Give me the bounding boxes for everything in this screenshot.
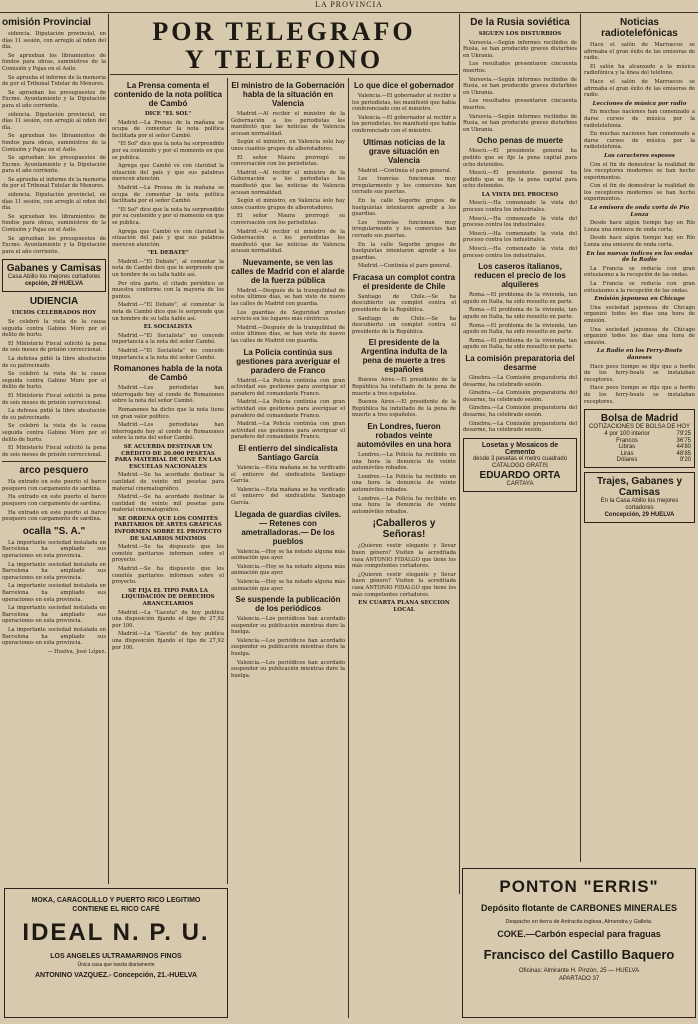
paragraph: Madrid.—Continúa el paro general. bbox=[358, 263, 452, 270]
paragraph: Hace poco tiempo se dijo que a bordo de los ferry-boats se instalaban receptores. bbox=[584, 363, 695, 383]
paragraph: Ginebra.—La Comisión preparatoria del desarme, ha celebrado sesión. bbox=[463, 405, 577, 418]
paragraph: Ha entrado en este puerto el barco pesquero con cargamento de sardina. bbox=[2, 509, 106, 523]
paragraph: Se aprueba el informe de la memoria de por el Tribunal Tutelar de Menores. bbox=[2, 74, 106, 88]
ad-name: EDUARDO ORTA bbox=[479, 469, 561, 481]
paragraph: Madrid.—La Prensa de la mañana se ocupa de comentar la nota política facilitada por el señor Cambó. bbox=[112, 119, 224, 139]
ad-subtitle: Casa Abillo los mejores cortadores bbox=[7, 274, 101, 281]
paragraph: En muchas naciones han comenzado a darse cursos de música por la radiotelefonía. bbox=[584, 109, 695, 129]
paragraph: El señor Maura prorrogó su conversación con los periodistas. bbox=[231, 213, 345, 226]
paragraph: Roma.—El problema de la vivienda, tan agudo en Italia, ha sido resuelto en parte. bbox=[463, 292, 577, 305]
paragraph: Por otra parte, el citado periódico se muestra conforme con la mayoría de los puntos. bbox=[112, 280, 224, 300]
ad-name: Francisco del Castillo Baquero bbox=[483, 947, 675, 962]
ad-city: CARTAYA bbox=[506, 480, 534, 487]
paragraph: Varsovia.—Según informes recibidos de Rusia, se han producido graves disturbios en Ukrania. bbox=[463, 113, 577, 133]
paragraph: Madrid.—Los periodistas han interrogado hoy al conde de Romanones sobre la nota del señor Cambó. bbox=[112, 422, 224, 442]
paragraph: Según el ministro, en Valencia solo hay unos cuantos grupos de alborotadores. bbox=[231, 139, 345, 152]
paragraph: Moscú.—Ha comenzado la vista del proceso contra los industriales. bbox=[463, 215, 577, 229]
paragraph: La Francia se reducía con gran entusiasmo a la recepción de las ondas. bbox=[584, 265, 695, 279]
paragraph: Valencia.—Hoy se ha notado alguna más animación que ayer. bbox=[231, 548, 345, 562]
ad-catalog: CATALOGO GRATIS bbox=[491, 462, 548, 469]
paragraph: Buenos Aires.—El presidente de la República ha indultado de la pena de muerte a tres españoles. bbox=[352, 377, 456, 397]
ad-title: PONTON "ERRIS" bbox=[499, 877, 659, 896]
paragraph: Se aprueban los presupuestos de Excmo. Ayuntamiento y la Diputación para el año corriente. bbox=[2, 89, 106, 109]
paragraph: Se aprueba el informe de la memoria de por el Tribunal Tutelar de Menores. bbox=[2, 176, 106, 190]
subheadline: Los caracteres esposos bbox=[604, 152, 675, 159]
paragraph: La defensa pidió la libre absolución de su patrocinado. bbox=[2, 355, 106, 369]
headline: UDIENCIA bbox=[29, 296, 79, 308]
paragraph: Valencia.—Esta mañana se ha verificado el entierro del sindicalista Santiago García. bbox=[231, 486, 345, 506]
paragraph: Valencia.—El gobernador al recibir a los periodistas, les manifestó que había conferenciado con el ministro. bbox=[352, 93, 456, 113]
table-row bbox=[588, 438, 691, 445]
paragraph: Los resultados presentaron cincuenta muertos. bbox=[463, 61, 577, 74]
source-label: SIGUEN LOS DISTURBIOS bbox=[478, 31, 562, 37]
paragraph: El Ministerio Fiscal solicitó la pena de seis meses de prisión correccional. bbox=[2, 445, 106, 458]
row-value: 36'75 bbox=[676, 437, 691, 444]
paragraph: Romanones ha dicho que la nota tiene un gran valor político. bbox=[112, 406, 224, 420]
paragraph: Londres.—La Policía ha recibido en una hora la denuncia de veinte automóviles robados. bbox=[352, 473, 456, 493]
paragraph: Madrid.—La "Gaceta" de hoy publica una disposición fijando el tipo de 27,92 por 100. bbox=[112, 609, 224, 629]
source-label: LA VISTA DEL PROCESO bbox=[481, 191, 559, 198]
paragraph: Los resultados presentaron cincuenta muertos. bbox=[463, 98, 577, 111]
paragraph: Madrid.—Al recibir el ministro de la Gobernación a los periodistas les manifestó que las noticias de Valencia acusan normalidad. bbox=[231, 169, 345, 196]
headline: Se suspende la publicación de los periódicos bbox=[235, 595, 341, 614]
paragraph: El señor Maura prorrogó su conversación con los periodistas. bbox=[231, 154, 345, 168]
paragraph: Ginebra.—La Comisión preparatoria del desarme, ha celebrado sesión. bbox=[463, 374, 577, 388]
paragraph: Se aprueban los presupuestos de Excmo. Ayuntamiento y la Diputación para el año corriente. bbox=[2, 235, 106, 255]
paragraph: Los tranvías funcionan muy irregularmente y los comercios han cerrado sus puertas. bbox=[352, 219, 456, 239]
paragraph: Los guardias de Seguridad prestan servicio en los lugares más céntricos. bbox=[231, 309, 345, 323]
ad-title: Losetas y Mosaicos de Cemento bbox=[481, 441, 559, 456]
paragraph: Agrega que Cambó ve con claridad la situación del país y que sus palabras merecen atención. bbox=[112, 228, 224, 248]
source-label: EL SOCIALISTA bbox=[143, 324, 193, 331]
banner-line-1: POR TELEGRAFO bbox=[152, 17, 416, 46]
section-banner bbox=[110, 14, 458, 75]
paragraph: Madrid.—Se ha dispuesto que los comités paritarios informen sobre el proyecto. bbox=[112, 544, 224, 564]
row-label: 4 por 100 interior bbox=[604, 431, 650, 438]
headline: El presidente de la Argentina indulta de la pena de muerte a tres españoles bbox=[360, 338, 448, 375]
paragraph: Ha entrado en este puerto el barco pesquero con cargamento de sardina. bbox=[2, 494, 106, 508]
paragraph: Valencia.—Hoy se ha notado alguna más animación que ayer. bbox=[231, 578, 345, 592]
paragraph: En la calle Segorbe grupos de huelguistas intentaron agredir a los guardias. bbox=[352, 197, 456, 218]
notice: SE ORDENA QUE LOS COMITÉS PARITARIOS DE ARTES GRÁFICAS INFORMEN SOBRE EL PROYECTO DE SALARIOS MÍNIMOS bbox=[114, 515, 222, 542]
row-label: Liras bbox=[620, 450, 634, 457]
paragraph: Madrid.—"El Debate", al comentar la nota de Cambó dice que le sorprende que un hombre de su talla hable así. bbox=[112, 302, 224, 322]
headline: Lo que dice el gobernador bbox=[353, 81, 454, 90]
row-value: 48'85 bbox=[676, 450, 691, 457]
paragraph: Valencia.—Los periódicos han acordado suspender su publicación mientras dure la huelga. bbox=[231, 616, 345, 636]
ad-subtitle: desde 3 pesetas el metro cuadrado bbox=[472, 455, 568, 462]
ad-line: COKE.—Carbón especial para fraguas bbox=[497, 929, 661, 939]
paragraph: Ha entrado en este puerto el barco pesquero con cargamento de sardina. bbox=[2, 479, 106, 492]
ad-brand: IDEAL N. P. U. bbox=[22, 919, 210, 946]
paragraph: Según el ministro, en Valencia solo hay unos cuantos grupos de alborotadores. bbox=[231, 198, 345, 211]
paragraph: La defensa pidió la libre absolución de su patrocinado. bbox=[2, 408, 106, 421]
paragraph: Madrid.—Se ha acordado destinar la cantidad de veinte mil pesetas para material cinematográfico. bbox=[112, 494, 224, 514]
source-label: DICE "EL SOL" bbox=[144, 111, 192, 117]
subheadline: La emisora de onda corta de Pío Lonza bbox=[589, 205, 690, 218]
ad-ideal-npu bbox=[4, 888, 228, 1018]
masthead: LA PROVINCIA bbox=[0, 0, 698, 13]
headline: omisión Provincial bbox=[2, 17, 91, 28]
section-footer: EN CUARTA PLANA SECCION LOCAL bbox=[358, 600, 450, 613]
paragraph: Moscú.—El presidente general ha pedido que se fije la pena capital para ocho detenidos. bbox=[463, 148, 577, 168]
paragraph: ¿Quieren vestir elegante y llevar buen género? Visiten la acreditada casa ANTONIO FIDALGO que tiene los más competentes cortadores. bbox=[352, 571, 456, 598]
paragraph: La Francia se reducía con gran entusiasmo a la recepción de las ondas. bbox=[584, 281, 695, 294]
paragraph: Roma.—El problema de la vivienda, tan agudo en Italia, ha sido resuelto en parte. bbox=[463, 337, 577, 351]
notice: SE ACUERDA DESTINAR UN CRÉDITO DE 20.000 PESETAS PARA MATERIAL DE CINE EN LAS ESCUELAS NACIONALES bbox=[114, 443, 222, 470]
paragraph: El Ministerio Fiscal solicitó la pena de seis meses de prisión correccional. bbox=[2, 392, 106, 406]
ad-line: LOS ANGELES ULTRAMARINOS FINOS bbox=[50, 953, 182, 960]
ad-line: APARTADO 37 bbox=[558, 976, 600, 982]
paragraph: sidencia. Diputación provincial, en días 11 sesión, con arreglo al nden del día. bbox=[2, 31, 106, 51]
ad-line: Despacho en tierra de Antracita inglesa, Almendra y Galleta. bbox=[505, 919, 653, 925]
ad-address: cepción, 29 HUELVA bbox=[24, 281, 84, 288]
ad-line: CONTIENE EL RICO CAFÉ bbox=[72, 906, 160, 913]
headline: La Policía continúa sus gestiones para averiguar el paradero de Franco bbox=[236, 347, 340, 375]
paragraph: Hace el salón de Marruecos se afirmaba el gran éxito de las emisoras de radio. bbox=[584, 78, 695, 99]
paragraph: La importante sociedad instalada en Barcelona ha ampliado sus operaciones en esta provincia. bbox=[2, 583, 106, 603]
signature: — Huelva, José López. bbox=[47, 648, 106, 655]
bolsa-box bbox=[584, 409, 695, 468]
ad-losetas bbox=[463, 438, 577, 492]
paragraph: Madrid.—Los periodistas han interrogado hoy al conde de Romanones sobre la nota del señor Cambó. bbox=[112, 385, 224, 405]
paragraph: Moscú.—El presidente general ha pedido que se fije la pena capital para ocho detenidos. bbox=[463, 170, 577, 190]
headline: De la Rusia soviética bbox=[470, 17, 570, 28]
paragraph: En la calle Segorbe grupos de huelguistas intentaron agredir a los guardias. bbox=[352, 241, 456, 261]
paragraph: Se celebró la vista de la causa seguida contra Gabino Moro por el delito de hurto. bbox=[2, 319, 106, 339]
paragraph: Se celebró la vista de la causa seguida contra Gabino Moro por el delito de hurto. bbox=[2, 423, 106, 443]
column-4 bbox=[352, 78, 456, 958]
paragraph: "El Sol" dice que la nota ha sorprendido por su contenido y por el momento en que se publica. bbox=[112, 141, 224, 161]
paragraph: El salón ha alcanzado a la música radiofónica y la línea del teléfono. bbox=[584, 63, 695, 77]
paragraph: Londres.—La Policía ha recibido en una hora la denuncia de veinte automóviles robados. bbox=[352, 452, 456, 472]
paragraph: ¿Quieren vestir elegante y llevar buen género? Visiten la acreditada casa ANTONIO FIDALGO que tiene los más competentes cortadores. bbox=[352, 543, 456, 570]
ad-address: Concepción, 29 HUELVA bbox=[604, 512, 675, 519]
paragraph: Madrid.—"El Debate", al comentar la nota de Cambó dice que le sorprende que un hombre de su talla hable así. bbox=[112, 258, 224, 279]
headline: Llegada de guardias civiles.— Retenes con ametralladoras.— De los pueblos bbox=[234, 509, 342, 546]
paragraph: La importante sociedad instalada en Barcelona ha ampliado sus operaciones en esta provincia. bbox=[2, 561, 106, 581]
ad-line: ANTONINO VAZQUEZ.- Concepción, 21.-HUELVA bbox=[34, 972, 198, 979]
bolsa-table bbox=[588, 431, 691, 464]
paragraph: Moscú.—Ha comenzado la vista del proceso contra los industriales. bbox=[463, 230, 577, 244]
paragraph: Madrid.—Se ha dispuesto que los comités paritarios informen sobre el proyecto. bbox=[112, 566, 224, 586]
headline: El ministro de la Gobernación habla de la situación en Valencia bbox=[231, 81, 345, 108]
paragraph: sidencia. Diputación provincial, en días 11 sesión, con arreglo al nden del día. bbox=[2, 192, 106, 212]
column-5 bbox=[463, 14, 577, 862]
paragraph: Varsovia.—Según informes recibidos de Rusia, se han producido graves disturbios en Ukrania. bbox=[463, 76, 577, 96]
paragraph: Buenos Aires.—El presidente de la República ha indultado de la pena de muerte a tres españoles. bbox=[352, 399, 456, 419]
paragraph: Madrid.—La Policía continúa con gran actividad sus gestiones para averiguar el paradero del comandante Franco. bbox=[231, 399, 345, 419]
paragraph: Hace el salón de Marruecos se afirmaba el gran éxito de las emisoras de radio. bbox=[584, 42, 695, 62]
ad-trajes bbox=[584, 472, 695, 523]
paragraph: Ginebra.—La Comisión preparatoria del desarme, ha celebrado sesión. bbox=[463, 390, 577, 403]
column-6 bbox=[584, 14, 695, 862]
headline: La Prensa comenta el contenido de la nota política de Cambó bbox=[113, 81, 222, 108]
row-value: 79'25 bbox=[676, 431, 691, 438]
paragraph: En muchas naciones han comenzado a darse cursos de música por la radiotelefonía. bbox=[584, 131, 695, 151]
paragraph: Moscú.—Ha comenzado la vista del proceso contra los industriales. bbox=[463, 200, 577, 214]
subheadline: En las nuevas índices en las ondas de la Radio bbox=[586, 250, 693, 264]
ad-line: Depósito flotante de CARBONES MINERALES bbox=[480, 903, 677, 913]
table-row bbox=[588, 431, 691, 438]
column-1 bbox=[2, 14, 106, 884]
ad-line: MOKA, CARACOLILLO Y PUERTO RICO LEGITIMO bbox=[31, 897, 201, 904]
paragraph: Madrid.—Se ha acordado destinar la cantidad de veinte mil pesetas para material cinematográfico. bbox=[112, 472, 224, 492]
subheadline: La Radio en los Ferry-Boats daneses bbox=[596, 348, 683, 361]
table-row bbox=[588, 451, 691, 458]
paragraph: Se aprueban los libramientos de fondos para obras, suministros de la Comisión y Pajas en el Asilo. bbox=[2, 213, 106, 234]
paragraph: Santiago de Chile.—Se ha descubierto un complot contra el presidente de la República. bbox=[352, 293, 456, 314]
paragraph: Desde hace algún tiempo hay en Río Lonza una emisora de onda corta. bbox=[584, 220, 695, 233]
row-label: Libras bbox=[618, 444, 636, 451]
bolsa-subtitle: COTIZACIONES DE BOLSA DE HOY bbox=[588, 424, 691, 431]
banner-line-2: Y TELEFONO bbox=[184, 45, 384, 74]
column-2 bbox=[112, 78, 224, 884]
paragraph: Madrid.—Después de la tranquilidad de estos últimos días, se han visto de nuevo las calles de Madrid con guardia. bbox=[231, 324, 345, 345]
row-value: 44'80 bbox=[676, 444, 691, 451]
ad-camisas bbox=[2, 259, 106, 292]
ad-ponton-erris bbox=[462, 868, 696, 1018]
paragraph: Madrid.—La Policía continúa con gran actividad sus gestiones para averiguar el paradero del comandante Franco. bbox=[231, 421, 345, 441]
notice: SE FIJA EL TIPO PARA LA LIQUIDACIÓN DE DERECHOS ARANCELARIOS bbox=[121, 587, 215, 607]
ad-title: Trajes, Gabanes y Camisas bbox=[596, 476, 683, 499]
paragraph: Valencia.—Esta mañana se ha verificado el entierro del sindicalista Santiago García. bbox=[231, 464, 345, 485]
table-row bbox=[588, 457, 691, 464]
headline: En Londres, fueron robados veinte automóviles en una hora bbox=[356, 422, 452, 449]
paragraph: Ginebra.—La Comisión preparatoria del desarme, ha celebrado sesión. bbox=[463, 420, 577, 434]
paragraph: Valencia.—Los periódicos han acordado suspender su publicación mientras dure la huelga. bbox=[231, 637, 345, 658]
headline: Romanones habla de la nota de Cambó bbox=[113, 364, 223, 383]
paragraph: Madrid.—"El Socialista" no concede importancia a la nota del señor Cambó. bbox=[112, 348, 224, 361]
row-label: Francos bbox=[616, 437, 638, 444]
paragraph: Madrid.—Continúa el paro general. bbox=[358, 167, 452, 174]
headline: Fracasa un complot contra el presidente de Chile bbox=[352, 272, 456, 291]
headline: Nuevamente, se ven las calles de Madrid con el alarde de la fuerza pública bbox=[231, 257, 345, 285]
paragraph: Una sociedad japonesa de Chicago organizó todos los días una hora de emisión. bbox=[584, 326, 695, 346]
paragraph: Madrid.—Al recibir el ministro de la Gobernación a los periodistas les manifestó que las noticias de Valencia acusan normalidad. bbox=[231, 228, 345, 255]
subheadline: Emisión japonesa en Chicago bbox=[594, 296, 685, 303]
paragraph: sidencia. Diputación provincial, en días 11 sesión, con arreglo al nden del día. bbox=[2, 111, 106, 131]
row-value: 9'20 bbox=[679, 457, 691, 464]
paragraph: Agrega que Cambó ve con claridad la situación del país y que sus palabras merecen atención. bbox=[112, 163, 224, 183]
paragraph: Roma.—El problema de la vivienda, tan agudo en Italia, ha sido resuelto en parte. bbox=[463, 322, 577, 336]
paragraph: Madrid.—Al recibir el ministro de la Gobernación a los periodistas les manifestó que las noticias de Valencia acusan normalidad. bbox=[231, 111, 345, 137]
headline: Noticias radiotelefónicas bbox=[601, 17, 678, 39]
ad-title: Gabanes y Camisas bbox=[6, 263, 102, 275]
bolsa-title: Bolsa de Madrid bbox=[600, 413, 679, 425]
headline: El entierro del sindicalista Santiago García bbox=[238, 443, 338, 462]
subheadline: UICIOS CELEBRADOS HOY bbox=[11, 310, 97, 317]
paragraph: Londres.—La Policía ha recibido en una hora la denuncia de veinte automóviles robados. bbox=[352, 495, 456, 515]
paragraph: Valencia.—Hoy se ha notado alguna más animación que ayer. bbox=[231, 563, 345, 577]
paragraph: El Ministerio Fiscal solicitó la pena de seis meses de prisión correccional. bbox=[2, 340, 106, 354]
headline: ocalla "S. A." bbox=[22, 525, 86, 537]
paragraph: Moscú.—Ha comenzado la vista del proceso contra los industriales. bbox=[463, 246, 577, 259]
paragraph: La importante sociedad instalada en Barcelona ha ampliado sus operaciones en esta provincia. bbox=[2, 626, 106, 647]
paragraph: Valencia.—Los periódicos han acordado suspender su publicación mientras dure la huelga. bbox=[231, 659, 345, 679]
paragraph: Madrid.—Después de la tranquilidad de estos últimos días, se han visto de nuevo las calles de Madrid con guardia. bbox=[231, 287, 345, 308]
paragraph: Hace poco tiempo se dijo que a bordo de los ferry-boats se instalaban receptores. bbox=[584, 385, 695, 405]
headline: arco pesquero bbox=[19, 465, 89, 477]
paragraph: Madrid.—La "Gaceta" de hoy publica una disposición fijando el tipo de 27,92 por 100. bbox=[112, 631, 224, 651]
ad-subtitle: En la Casa Abillo los mejores cortadores bbox=[600, 498, 679, 512]
subheadline: Lecciones de música por radio bbox=[592, 100, 687, 107]
paragraph: La importante sociedad instalada en Barcelona ha ampliado sus operaciones en esta provincia. bbox=[2, 539, 106, 560]
row-label: Dólares bbox=[616, 457, 638, 464]
headline: ¡Caballeros y Señoras! bbox=[372, 518, 436, 541]
paragraph: Valencia.—El gobernador al recibir a los periodistas, les manifestó que había conferenciado con el ministro. bbox=[352, 114, 456, 134]
paragraph: Una sociedad japonesa de Chicago organizó todos los días una hora de emisión. bbox=[584, 304, 695, 324]
paragraph: Varsovia.—Según informes recibidos de Rusia, se han producido graves disturbios en Ukrania. bbox=[463, 39, 577, 59]
paragraph: Madrid.—La Policía continúa con gran actividad sus gestiones para averiguar el paradero del comandante Franco. bbox=[231, 377, 345, 397]
paragraph: Roma.—El problema de la vivienda, tan agudo en Italia, ha sido resuelto en parte. bbox=[463, 307, 577, 320]
headline: La comisión preparatoria del desarme bbox=[465, 353, 575, 372]
paragraph: Con el fin de demostrar la realidad de los receptores modernos se han hecho experimentos. bbox=[584, 161, 695, 181]
paragraph: "El Sol" dice que la nota ha sorprendido por su contenido y por el momento en que se publica. bbox=[112, 206, 224, 226]
headline: Ocho penas de muerte bbox=[476, 136, 564, 146]
source-label: "EL DEBATE" bbox=[147, 250, 189, 257]
paragraph: Desde hace algún tiempo hay en Río Lonza una emisora de onda corta. bbox=[584, 235, 695, 249]
column-3 bbox=[231, 78, 345, 1018]
headline: Ultimas noticias de la grave situación en Valencia bbox=[363, 137, 445, 165]
paragraph: Se aprueban los libramientos de fondos para obras, suministros de la Comisión y Pajas en el Asilo. bbox=[2, 133, 106, 153]
paragraph: Se aprueban los libramientos de fondos para obras, suministros de la Comisión y Pajas en el Asilo. bbox=[2, 52, 106, 72]
ad-line: Oficinas: Almirante H. Pinzón, 25 — HUELVA bbox=[518, 968, 640, 974]
paragraph: Madrid.—La Prensa de la mañana se ocupa de comentar la nota política facilitada por el señor Cambó. bbox=[112, 184, 224, 205]
paragraph: Se celebró la vista de la causa seguida contra Gabino Moro por el delito de hurto. bbox=[2, 371, 106, 391]
paragraph: Santiago de Chile.—Se ha descubierto un complot contra el presidente de la República. bbox=[352, 315, 456, 335]
paragraph: La importante sociedad instalada en Barcelona ha ampliado sus operaciones en esta provincia. bbox=[2, 605, 106, 625]
paragraph: Con el fin de demostrar la realidad de los receptores modernos se han hecho experimentos. bbox=[584, 183, 695, 203]
paragraph: Los tranvías funcionan muy irregularmente y los comercios han cerrado sus puertas. bbox=[352, 176, 456, 196]
table-row bbox=[588, 444, 691, 451]
paragraph: Madrid.—"El Socialista" no concede importancia a la nota del señor Cambó. bbox=[112, 332, 224, 346]
paragraph: Se aprueban los presupuestos de Excmo. Ayuntamiento y la Diputación para el año corriente. bbox=[2, 155, 106, 175]
ad-line: Única casa que tuesta diariamente bbox=[77, 962, 155, 968]
headline: Los caseros italianos, reducen el precio de los alquileres bbox=[474, 262, 566, 290]
